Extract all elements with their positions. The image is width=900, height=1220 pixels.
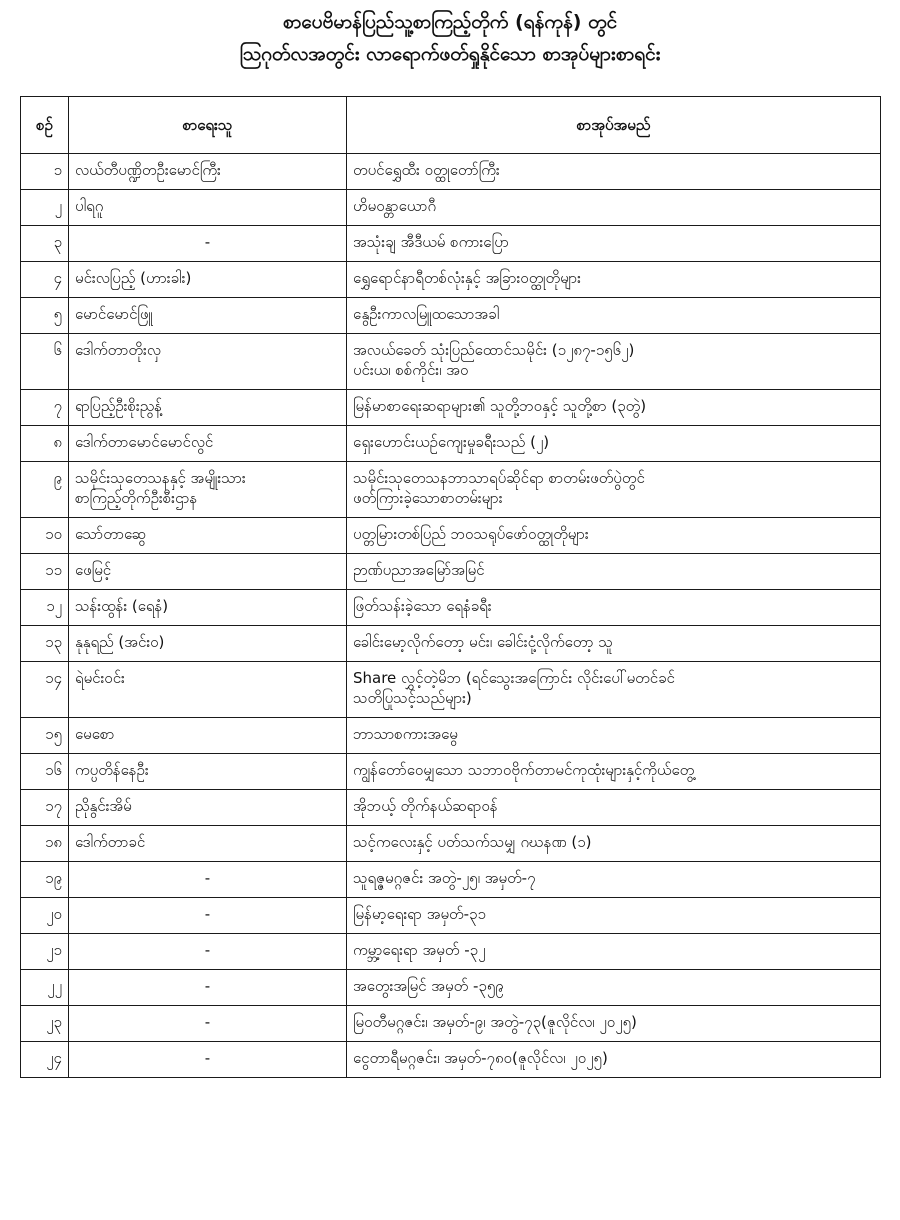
row-book-title	[347, 626, 881, 662]
row-number: ၂၁	[21, 934, 69, 970]
row-author	[69, 298, 347, 334]
table-row	[21, 190, 881, 226]
row-book-title	[347, 462, 881, 518]
row-book-title	[347, 718, 881, 754]
row-book-title-line-2: ပင်းယ၊ စစ်ကိုင်း၊ အဝ	[353, 361, 469, 379]
row-author-line: ရဲမင်းဝင်း	[75, 669, 125, 687]
row-book-title	[347, 862, 881, 898]
row-author-line: သန်းထွန်း (ရေနံ)	[75, 597, 169, 615]
row-book-title-line: ဟိမဝန္တာယောဂီ	[353, 197, 437, 215]
table-row	[21, 462, 881, 518]
row-author-line: နုနုရည် (အင်းဝ)	[75, 633, 165, 651]
row-author	[69, 898, 347, 934]
table-row	[21, 518, 881, 554]
table-row	[21, 934, 881, 970]
row-number: ၉	[21, 462, 69, 518]
row-number: ၂၀	[21, 898, 69, 934]
row-number: ၁၆	[21, 754, 69, 790]
row-book-title-line: ဘာသာစကားအမွေ	[353, 725, 458, 743]
row-author	[69, 554, 347, 590]
row-book-title	[347, 298, 881, 334]
row-number: ၇	[21, 390, 69, 426]
row-book-title	[347, 826, 881, 862]
row-author	[69, 462, 347, 518]
row-book-title-line: ရှေးဟောင်းယဉ်ကျေးမှုခရီးသည် (၂)	[353, 433, 550, 451]
row-number: ၂	[21, 190, 69, 226]
row-book-title-line: နွေဦးကာလမြူထသောအခါ	[353, 305, 500, 323]
row-book-title-line: သင့်ကလေးနှင့် ပတ်သက်သမျှ ဂဃနဏ (၁)	[353, 833, 592, 851]
row-author	[69, 262, 347, 298]
row-number: ၁၈	[21, 826, 69, 862]
table-row	[21, 898, 881, 934]
row-author	[69, 426, 347, 462]
row-author-line: -	[204, 1013, 211, 1031]
row-author-line: သော်တာဆွေ	[75, 525, 147, 543]
row-author	[69, 754, 347, 790]
row-number: ၁၀	[21, 518, 69, 554]
row-book-title	[347, 1006, 881, 1042]
row-number: ၁၁	[21, 554, 69, 590]
row-book-title	[347, 154, 881, 190]
row-book-title	[347, 554, 881, 590]
row-author-line: ပါရဂူ	[75, 197, 104, 215]
row-author	[69, 518, 347, 554]
row-book-title	[347, 334, 881, 390]
row-number: ၄	[21, 262, 69, 298]
row-book-title-line: ငွေတာရီမဂ္ဂဇင်း၊ အမှတ်-၇၈၀(ဇူလိုင်လ၊ ၂၀၂၅)	[353, 1049, 608, 1067]
table-row	[21, 334, 881, 390]
table-row	[21, 970, 881, 1006]
row-author	[69, 970, 347, 1006]
table-row	[21, 790, 881, 826]
row-book-title-line: ရွှေရောင်နာရီတစ်လုံးနှင့် အခြားဝတ္ထုတိုများ	[353, 269, 581, 287]
row-number: ၁၂	[21, 590, 69, 626]
document-title-line-2: ဩဂုတ်လအတွင်း လာရောက်ဖတ်ရှုနိုင်သော စာအုပ်များစာရင်း	[239, 43, 661, 65]
table-row	[21, 226, 881, 262]
row-author	[69, 1006, 347, 1042]
row-book-title	[347, 662, 881, 718]
row-number: ၂၃	[21, 1006, 69, 1042]
row-number: ၂၂	[21, 970, 69, 1006]
row-author	[69, 154, 347, 190]
row-author	[69, 590, 347, 626]
row-book-title	[347, 970, 881, 1006]
table-row	[21, 298, 881, 334]
row-author	[69, 662, 347, 718]
row-author-line: ဖေမြင့်	[75, 561, 112, 579]
row-book-title	[347, 590, 881, 626]
row-author	[69, 862, 347, 898]
row-author	[69, 226, 347, 262]
row-book-title-line: တပင်ရွှေထီး ဝတ္ထုတော်ကြီး	[353, 161, 500, 179]
row-number: ၆	[21, 334, 69, 390]
row-author	[69, 190, 347, 226]
row-author	[69, 826, 347, 862]
table-row	[21, 826, 881, 862]
row-book-title-line: သူရဇ္ဇမဂ္ဂဇင်း အတွဲ-၂၅၊ အမှတ်-၇	[353, 869, 536, 887]
row-book-title-line: မြန်မာ့ရေးရာ အမှတ်-၃၁	[353, 905, 486, 923]
row-number: ၁၇	[21, 790, 69, 826]
table-row	[21, 554, 881, 590]
row-number: ၂၄	[21, 1042, 69, 1078]
row-book-title	[347, 1042, 881, 1078]
row-book-title-line: Share လွှင့်တဲ့မိဘ (ရင်သွေးအကြောင်း လိုင်းပေါ်မတင်ခင်	[353, 669, 675, 687]
row-number: ၁၃	[21, 626, 69, 662]
table-row	[21, 390, 881, 426]
row-author-line: လယ်တီပဏ္ဍိတဦးမောင်ကြီး	[75, 161, 221, 179]
row-author	[69, 1042, 347, 1078]
column-header-number: စဉ်	[21, 97, 69, 154]
table-row	[21, 154, 881, 190]
table-row	[21, 1006, 881, 1042]
row-author-line: ဒေါက်တာခင်	[75, 833, 146, 851]
table-row	[21, 426, 881, 462]
document-title-line-1: စာပေဗိမာန်ပြည်သူ့စာကြည့်တိုက် (ရန်ကုန်) တွင်	[282, 11, 618, 33]
table-row	[21, 590, 881, 626]
column-header-author: စာရေးသူ	[69, 97, 347, 154]
table-header-row	[21, 97, 881, 154]
row-author-line: ဒေါက်တာတိုးလှ	[75, 341, 161, 359]
row-book-title-line: အိုဘယ့် တိုက်နယ်ဆရာဝန်	[353, 797, 498, 815]
row-book-title-line: ခေါင်းမော့လိုက်တော့ မင်း၊ ခေါင်းငုံ့လိုက်တော့ သူ	[353, 633, 613, 651]
row-book-title	[347, 190, 881, 226]
row-book-title-line: ဖြတ်သန်းခဲ့သော ရေနံခရီး	[353, 597, 492, 615]
row-author-line: ဒေါက်တာမောင်မောင်လွင်	[75, 433, 214, 451]
row-book-title-line: ဉာဏ်ပညာအမြော်အမြင်	[353, 561, 485, 579]
row-author	[69, 390, 347, 426]
row-author-line: မင်းလပြည့် (ဟားခါး)	[75, 269, 192, 287]
row-book-title-line: အတွေးအမြင် အမှတ် -၃၅၉	[353, 977, 504, 995]
row-author-line: -	[204, 869, 211, 887]
row-author-line-2: စာကြည့်တိုက်ဦးစီးဌာန	[75, 489, 198, 507]
row-author-line: ညိုနွင်းအိမ်	[75, 797, 132, 815]
row-book-title-line: ကျွန်တော်ဝေမျှသော သဘာဝဗိုက်တာမင်ကုထုံးများနှင့်ကိုယ်တွေ့	[353, 761, 695, 779]
row-book-title	[347, 426, 881, 462]
row-number: ၁၄	[21, 662, 69, 718]
row-author-line: -	[204, 1049, 211, 1067]
row-book-title-line: အလယ်ခေတ် သုံးပြည်ထောင်သမိုင်း (၁၂၈၇-၁၅၆၂)	[353, 341, 635, 359]
table-row	[21, 262, 881, 298]
row-book-title	[347, 518, 881, 554]
row-book-title-line-2: ဖတ်ကြားခဲ့သောစာတမ်းများ	[353, 489, 503, 507]
row-author-line: မေစော	[75, 725, 115, 743]
row-book-title-line: ပတ္တမြားတစ်ပြည် ဘဝသရုပ်ဖော်ဝတ္ထုတိုများ	[353, 525, 589, 543]
row-number: ၃	[21, 226, 69, 262]
row-book-title	[347, 790, 881, 826]
row-author	[69, 790, 347, 826]
table-body	[21, 154, 881, 1078]
row-author	[69, 626, 347, 662]
row-book-title	[347, 390, 881, 426]
row-number: ၁၅	[21, 718, 69, 754]
column-header-book-title: စာအုပ်အမည်	[347, 97, 881, 154]
table-row	[21, 718, 881, 754]
row-author	[69, 718, 347, 754]
row-author-line: သမိုင်းသုတေသနနှင့် အမျိုးသား	[75, 469, 246, 487]
table-row	[21, 862, 881, 898]
row-book-title-line: မြဝတီမဂ္ဂဇင်း၊ အမှတ်-၉၊ အတွဲ-၇၃(ဇူလိုင်လ၊ ၂၀၂၅)	[353, 1013, 637, 1031]
row-author	[69, 334, 347, 390]
row-book-title-line: မြန်မာစာရေးဆရာများ၏ သူတို့ဘဝနှင့် သူတို့စာ (၃တွဲ)	[353, 397, 647, 415]
table-row	[21, 626, 881, 662]
row-number: ၈	[21, 426, 69, 462]
row-author-line: မောင်မောင်ဖြူ	[75, 305, 153, 323]
row-author-line: -	[204, 905, 211, 923]
table-row	[21, 1042, 881, 1078]
row-number: ၁	[21, 154, 69, 190]
row-book-title	[347, 226, 881, 262]
table-row	[21, 662, 881, 718]
row-book-title	[347, 262, 881, 298]
row-author-line: -	[204, 977, 211, 995]
row-number: ၅	[21, 298, 69, 334]
book-list-table	[20, 96, 881, 1078]
row-author	[69, 934, 347, 970]
row-book-title-line: အသုံးချ အီဒီယမ် စကားပြော	[353, 233, 509, 251]
row-book-title	[347, 898, 881, 934]
row-book-title-line: ကမ္ဘာ့ရေးရာ အမှတ် -၃၂	[353, 941, 486, 959]
row-author-line: ရာပြည့်ဦးစိုးညွန့်	[75, 397, 162, 415]
table-row	[21, 754, 881, 790]
row-author-line: -	[204, 941, 211, 959]
row-book-title	[347, 934, 881, 970]
row-book-title-line: သမိုင်းသုတေသနဘာသာရပ်ဆိုင်ရာ စာတမ်းဖတ်ပွဲတွင်	[353, 469, 645, 487]
row-number: ၁၉	[21, 862, 69, 898]
row-author-line: ကပ္ပတိန်နေဦး	[75, 761, 149, 779]
row-book-title-line-2: သတိပြုသင့်သည်များ)	[353, 689, 472, 707]
row-author-line: -	[204, 233, 211, 251]
row-book-title	[347, 754, 881, 790]
